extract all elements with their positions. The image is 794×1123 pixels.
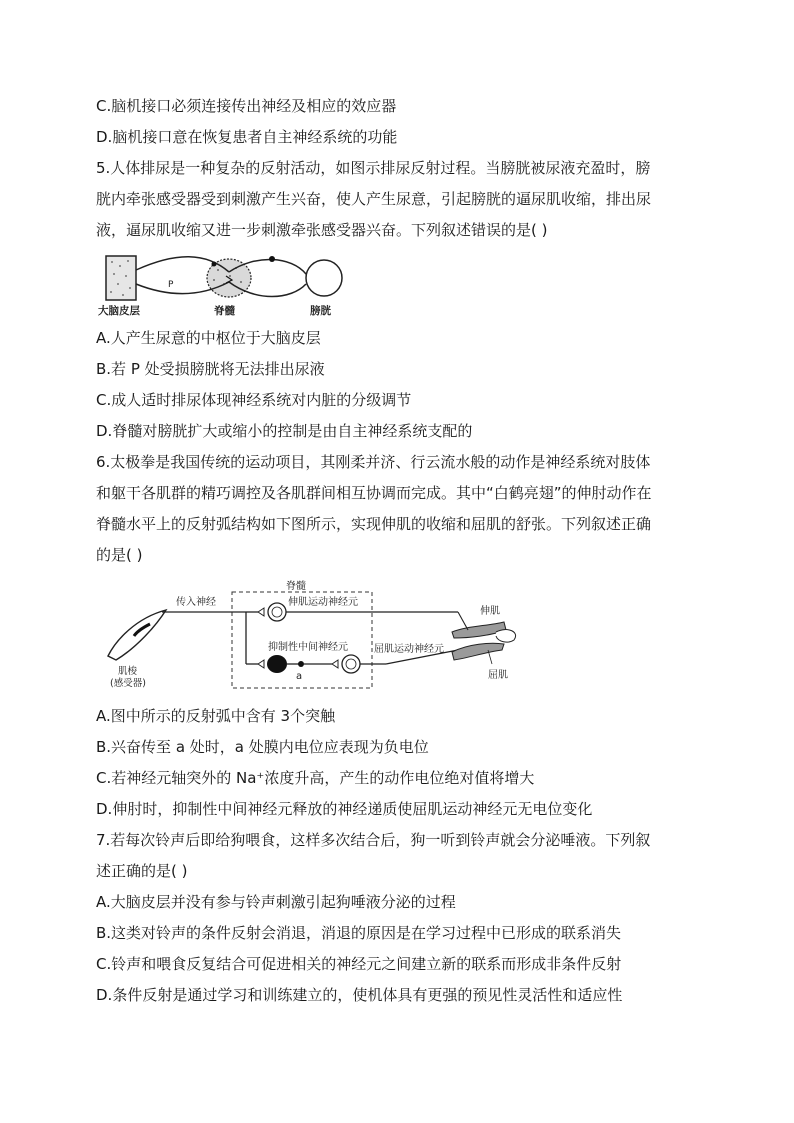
option-d-q7: D.条件反射是通过学习和训练建立的，使机体具有更强的预见性灵活性和适应性 xyxy=(96,986,623,1004)
option-c-q6: C.若神经元轴突外的 Na⁺浓度升高，产生的动作电位绝对值将增大 xyxy=(96,769,535,787)
label-bladder: 膀胱 xyxy=(310,305,331,317)
question-7-line-1: 7.若每次铃声后即给狗喂食，这样多次结合后，狗一听到铃声就会分泌唾液。下列叙 xyxy=(96,831,651,849)
label-a: a xyxy=(296,671,303,682)
option-d-q4: D.脑机接口意在恢复患者自主神经系统的功能 xyxy=(96,128,398,146)
label-receptor: (感受器) xyxy=(110,678,146,689)
label-spine-2: 脊髓 xyxy=(286,581,306,592)
option-a-q6: A.图中所示的反射弧中含有 3个突触 xyxy=(96,707,336,725)
question-7-line-2: 述正确的是( ) xyxy=(96,862,188,880)
label-spindle: 肌梭 xyxy=(118,666,138,677)
option-c-q4: C.脑机接口必须连接传出神经及相应的效应器 xyxy=(96,97,397,115)
option-d-q5: D.脊髓对膀胱扩大或缩小的控制是由自主神经系统支配的 xyxy=(96,422,473,440)
label-afferent: 传入神经 xyxy=(176,597,216,608)
label-cortex: 大脑皮层 xyxy=(98,305,140,317)
urination-reflex-diagram xyxy=(96,250,356,320)
label-flexor-neuron: 屈肌运动神经元 xyxy=(374,644,444,655)
question-6-line-2: 和躯干各肌群的精巧调控及各肌群间相互协调而完成。其中“白鹤亮翅”的伸肘动作在 xyxy=(96,484,652,502)
label-flexor-muscle: 屈肌 xyxy=(488,670,508,681)
reflex-arc-diagram xyxy=(96,578,526,698)
option-b-q6: B.兴奋传至 a 处时，a 处膜内电位应表现为负电位 xyxy=(96,738,429,756)
label-extensor-neuron: 伸肌运动神经元 xyxy=(288,597,358,608)
label-extensor-muscle: 伸肌 xyxy=(480,606,500,617)
question-6-line-1: 6.太极拳是我国传统的运动项目，其刚柔并济、行云流水般的动作是神经系统对肢体 xyxy=(96,453,651,471)
question-5-line-3: 液，逼尿肌收缩又进一步刺激牵张感受器兴奋。下列叙述错误的是( ) xyxy=(96,221,548,239)
question-6-line-4: 的是( ) xyxy=(96,546,143,564)
option-a-q5: A.人产生尿意的中枢位于大脑皮层 xyxy=(96,329,321,347)
option-b-q7: B.这类对铃声的条件反射会消退，消退的原因是在学习过程中已形成的联系消失 xyxy=(96,924,622,942)
label-spine: 脊髓 xyxy=(214,305,235,317)
label-p: P xyxy=(168,280,174,290)
question-5-line-1: 5.人体排尿是一种复杂的反射活动，如图示排尿反射过程。当膀胱被尿液充盈时，膀 xyxy=(96,159,651,177)
option-a-q7: A.大脑皮层并没有参与铃声刺激引起狗唾液分泌的过程 xyxy=(96,893,456,911)
option-c-q7: C.铃声和喂食反复结合可促进相关的神经元之间建立新的联系而形成非条件反射 xyxy=(96,955,622,973)
option-d-q6: D.伸肘时，抑制性中间神经元释放的神经递质使屈肌运动神经元无电位变化 xyxy=(96,800,593,818)
option-b-q5: B.若 P 处受损膀胱将无法排出尿液 xyxy=(96,360,325,378)
label-inhibitory-interneuron: 抑制性中间神经元 xyxy=(268,642,348,653)
question-5-line-2: 胱内牵张感受器受到刺激产生兴奋，使人产生尿意，引起膀胱的逼尿肌收缩，排出尿 xyxy=(96,190,652,208)
question-6-line-3: 脊髓水平上的反射弧结构如下图所示，实现伸肌的收缩和屈肌的舒张。下列叙述正确 xyxy=(96,515,652,533)
option-c-q5: C.成人适时排尿体现神经系统对内脏的分级调节 xyxy=(96,391,412,409)
